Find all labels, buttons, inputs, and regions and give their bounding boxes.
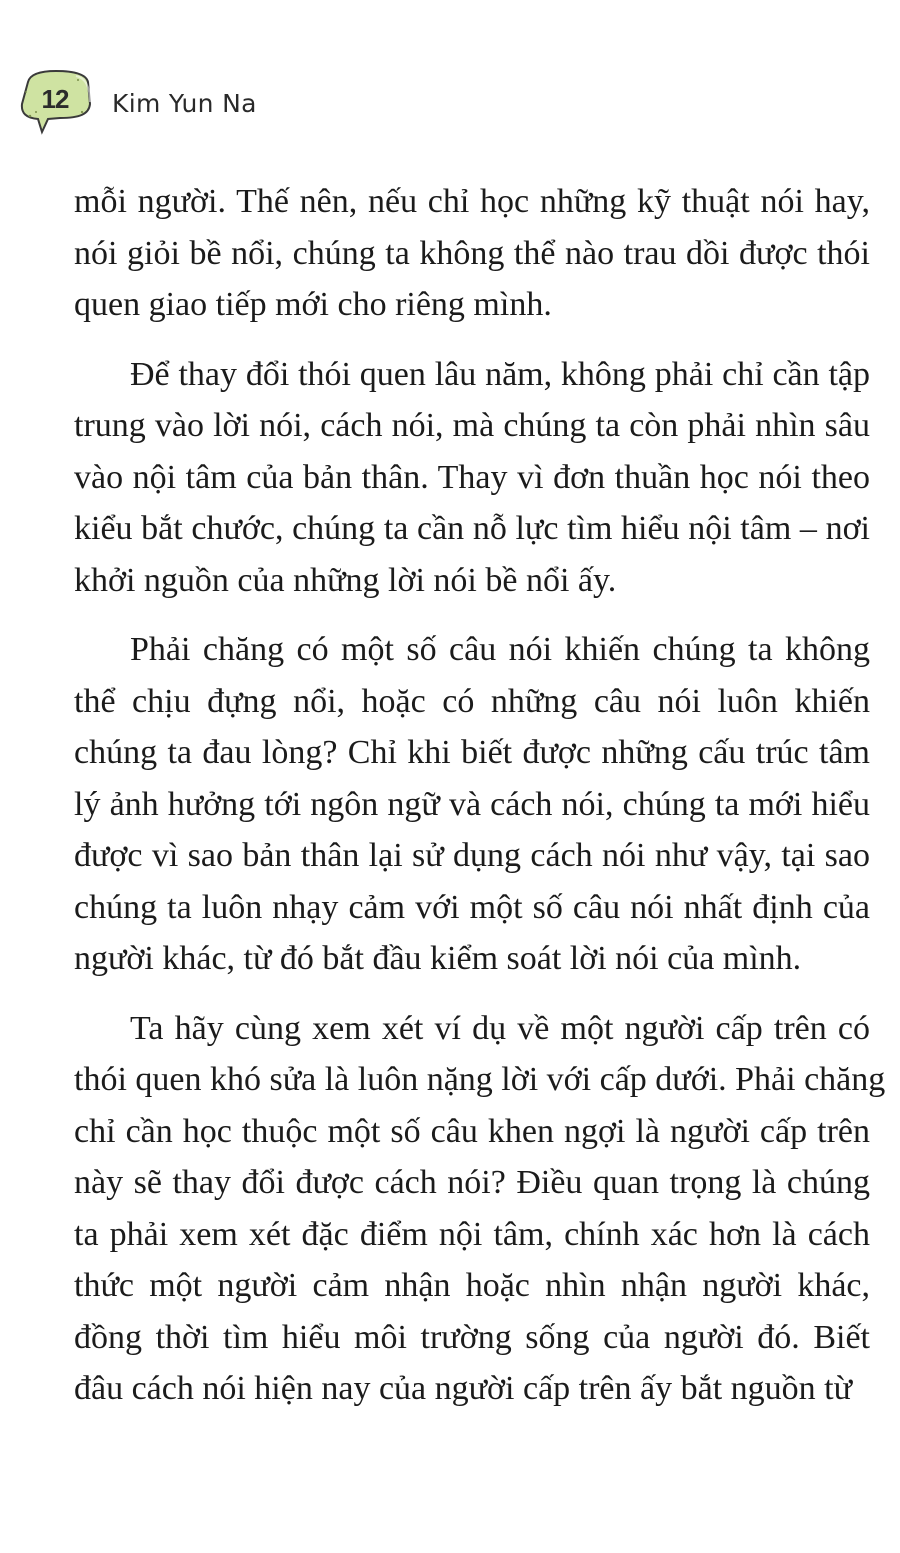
text-line: Để thay đổi thói quen lâu năm, không phải chỉ cần tập bbox=[130, 355, 870, 393]
page-header bbox=[16, 68, 416, 138]
text-line: được vì sao bản thân lại sử dụng cách nói như vậy, tại sao bbox=[74, 837, 870, 874]
body-text bbox=[74, 176, 886, 1433]
paragraph bbox=[74, 624, 870, 985]
text-line: kiểu bắt chước, chúng ta cần nỗ lực tìm hiểu nội tâm – nơi bbox=[74, 510, 870, 547]
text-line: khởi nguồn của những lời nói bề nổi ấy. bbox=[74, 561, 617, 599]
text-line: thức một người cảm nhận hoặc nhìn nhận người khác, bbox=[74, 1267, 870, 1304]
text-line: chúng ta luôn nhạy cảm với một số câu nói nhất định của bbox=[74, 888, 870, 926]
text-line: ta phải xem xét đặc điểm nội tâm, chính xác hơn là cách bbox=[74, 1215, 870, 1253]
text-line: lý ảnh hưởng tới ngôn ngữ và cách nói, chúng ta mới hiểu bbox=[74, 785, 870, 823]
text-line: thói quen khó sửa là luôn nặng lời với cấp dưới. Phải chăng bbox=[74, 1061, 886, 1098]
paragraph bbox=[74, 176, 870, 331]
text-line: nói giỏi bề nổi, chúng ta không thể nào trau dồi được thói bbox=[74, 234, 870, 272]
page-number-badge bbox=[16, 68, 98, 138]
text-line: chỉ cần học thuộc một số câu khen ngợi là người cấp trên bbox=[74, 1112, 870, 1150]
text-line: chúng ta đau lòng? Chỉ khi biết được những cấu trúc tâm bbox=[74, 734, 870, 771]
text-line: này sẽ thay đổi được cách nói? Điều quan trọng là chúng bbox=[74, 1164, 870, 1201]
text-line: đồng thời tìm hiểu môi trường sống của người đó. Biết bbox=[74, 1318, 870, 1356]
text-line: đâu cách nói hiện nay của người cấp trên ấy bắt nguồn từ bbox=[74, 1370, 853, 1407]
text-line: Ta hãy cùng xem xét ví dụ về một người cấp trên có bbox=[130, 1009, 870, 1047]
text-line: quen giao tiếp mới cho riêng mình. bbox=[74, 286, 552, 323]
text-line: mỗi người. Thế nên, nếu chỉ học những kỹ thuật nói hay, bbox=[74, 183, 870, 220]
text-line: vào nội tâm của bản thân. Thay vì đơn thuần học nói theo bbox=[74, 458, 870, 496]
paragraph bbox=[74, 1003, 886, 1415]
paragraph bbox=[74, 349, 870, 607]
text-line: Phải chăng có một số câu nói khiến chúng ta không bbox=[130, 631, 870, 668]
text-line: thể chịu đựng nổi, hoặc có những câu nói luôn khiến bbox=[74, 682, 870, 720]
page-number: 12 bbox=[41, 84, 69, 114]
author-name: Kim Yun Na bbox=[112, 89, 257, 118]
text-line: trung vào lời nói, cách nói, mà chúng ta còn phải nhìn sâu bbox=[74, 407, 870, 444]
text-line: người khác, từ đó bắt đầu kiểm soát lời nói của mình. bbox=[74, 940, 802, 977]
